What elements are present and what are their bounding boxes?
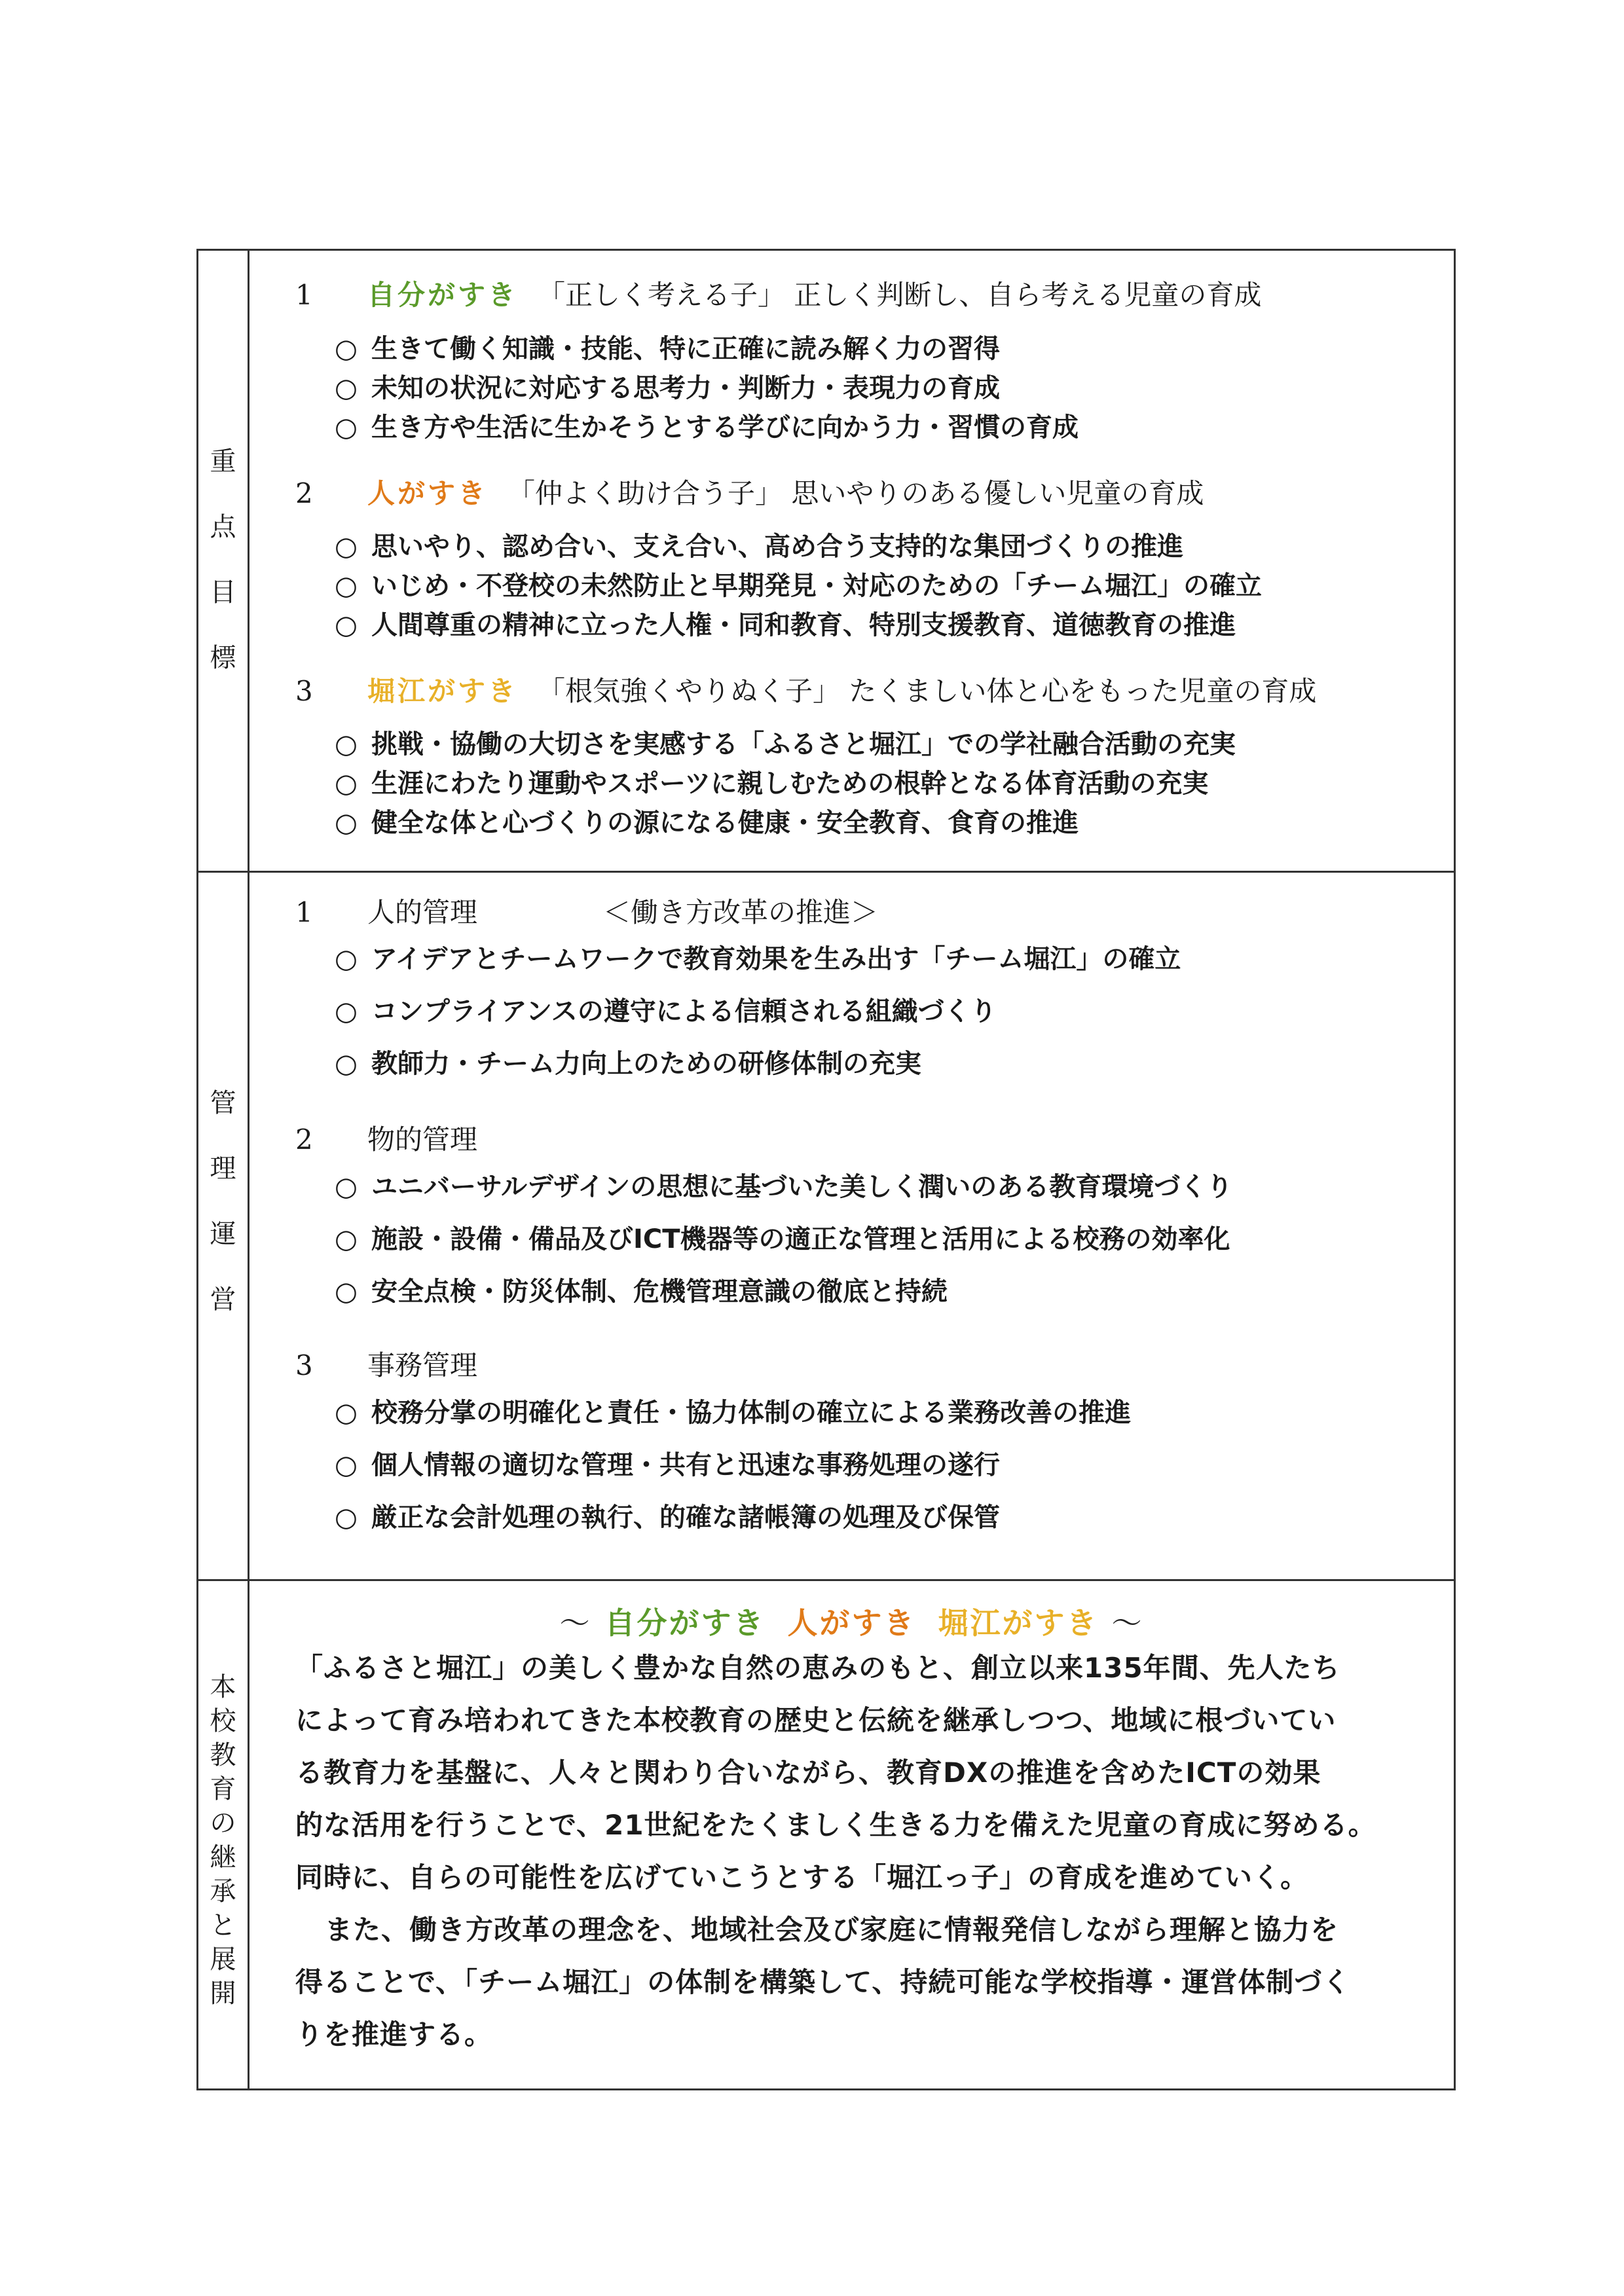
goal-heading-3	[295, 670, 1316, 709]
management-bullet: ○ 厳正な会計処理の執行、的確な諸帳簿の処理及び保管	[335, 1503, 1000, 1533]
management-bullet: ○ アイデアとチームワークで教育効果を生み出す「チーム堀江」の確立	[335, 944, 1181, 974]
management-bullet: ○ 施設・設備・備品及びICT機器等の適正な管理と活用による校務の効率化	[335, 1224, 1230, 1254]
label-char: 管	[210, 1088, 236, 1118]
management-number: 2	[295, 1123, 313, 1156]
policy-table	[196, 249, 1456, 2090]
label-char: の	[210, 1808, 236, 1838]
management-bullet: ○ 個人情報の適切な管理・共有と迅速な事務処理の遂行	[335, 1450, 1000, 1480]
management-number: 1	[295, 896, 313, 928]
label-char: 重	[210, 446, 236, 477]
goal-bullet: ○ 生涯にわたり運動やスポーツに親しむための根幹となる体育活動の充実	[335, 769, 1209, 799]
tilde: ～	[559, 1605, 592, 1641]
goal-motto: 自分がすき	[367, 279, 519, 311]
management-title: 物的管理	[367, 1123, 478, 1156]
management-bullet: ○ ユニバーサルデザインの思想に基づいた美しく潤いのある教育環境づくり	[335, 1172, 1233, 1202]
goal-bullet: ○ いじめ・不登校の未然防止と早期発見・対応のための「チーム堀江」の確立	[335, 571, 1262, 601]
succession-label	[198, 1581, 249, 2090]
label-char: 承	[210, 1876, 236, 1906]
goal-description: 「正しく考える子」 正しく判断し、自ら考える児童の育成	[538, 279, 1262, 311]
label-char: と	[210, 1910, 236, 1941]
goal-bullet: ○ 健全な体と心づくりの源になる健康・安全教育、食育の推進	[335, 808, 1079, 838]
label-char: 標	[210, 643, 236, 673]
paragraph-line: また、働き方改革の理念を、地域社会及び家庭に情報発信しながら理解と協力を	[325, 1914, 1339, 1946]
label-char: 目	[210, 577, 236, 608]
paragraph-line: る教育力を基盤に、人々と関わり合いながら、教育DXの推進を含めたICTの効果	[295, 1757, 1321, 1789]
management-bullet: ○ 教師力・チーム力向上のための研修体制の充実	[335, 1049, 921, 1079]
goal-motto: 堀江がすき	[367, 675, 519, 707]
goal-bullet: ○ 未知の状況に対応する思考力・判断力・表現力の育成	[335, 373, 1000, 403]
goal-number: 2	[295, 477, 313, 509]
management-bullet: ○ コンプライアンスの遵守による信頼される組織づくり	[335, 996, 997, 1027]
label-char: 教	[210, 1740, 236, 1770]
priority-goals-label	[198, 251, 249, 871]
label-char: 本	[210, 1672, 236, 1702]
goal-bullet: ○ 生きて働く知識・技能、特に正確に読み解く力の習得	[335, 334, 1000, 364]
management-bullet: ○ 安全点検・防災体制、危機管理意識の徹底と持続	[335, 1277, 948, 1307]
goal-number: 1	[295, 279, 313, 311]
label-char: 開	[210, 1978, 236, 2009]
goal-heading-1	[295, 274, 1261, 313]
motto-horie: 堀江がすき	[938, 1605, 1099, 1641]
paragraph-line: 同時に、自らの可能性を広げていこうとする「堀江っ子」の育成を進めていく。	[295, 1861, 1309, 1893]
label-char: 営	[210, 1285, 236, 1315]
goal-motto: 人がすき	[367, 477, 489, 509]
label-char: 理	[210, 1154, 236, 1184]
priority-goals-section	[198, 251, 1454, 873]
goal-bullet: ○ 思いやり、認め合い、支え合い、高め合う支持的な集団づくりの推進	[335, 532, 1183, 562]
motto-people: 人がすき	[787, 1605, 916, 1641]
tilde: ～	[1111, 1605, 1144, 1641]
motto-self: 自分がすき	[604, 1605, 766, 1641]
label-char: 展	[210, 1944, 236, 1975]
goal-bullet: ○ 挑戦・協働の大切さを実感する「ふるさと堀江」での学社融合活動の充実	[335, 729, 1236, 759]
paragraph-line: 的な活用を行うことで、21世紀をたくましく生きる力を備えた児童の育成に努める。	[295, 1809, 1376, 1841]
management-heading-2	[295, 1118, 477, 1157]
paragraph-line: 得ることで、「チーム堀江」の体制を構築して、持続可能な学校指導・運営体制づく	[295, 1966, 1351, 1998]
management-title: 人的管理	[367, 896, 478, 928]
goal-bullet: ○ 生き方や生活に生かそうとする学びに向かう力・習慣の育成	[335, 412, 1079, 443]
management-number: 3	[295, 1349, 313, 1381]
management-heading-1	[295, 891, 878, 930]
management-label	[198, 873, 249, 1579]
label-char: 育	[210, 1774, 236, 1804]
label-char: 継	[210, 1842, 236, 1872]
goal-description: 「仲よく助け合う子」 思いやりのある優しい児童の育成	[507, 477, 1204, 509]
goal-bullet: ○ 人間尊重の精神に立った人権・同和教育、特別支援教育、道徳教育の推進	[335, 610, 1236, 640]
label-char: 点	[210, 512, 236, 542]
goal-heading-2	[295, 472, 1204, 511]
label-char: 運	[210, 1219, 236, 1249]
management-section	[198, 873, 1454, 1581]
goal-number: 3	[295, 675, 313, 707]
paragraph-line: 「ふるさと堀江」の美しく豊かな自然の恵みのもと、創立以来135年間、先人たち	[295, 1652, 1340, 1684]
management-bullet: ○ 校務分掌の明確化と責任・協力体制の確立による業務改善の推進	[335, 1398, 1131, 1428]
school-motto-line	[249, 1599, 1454, 1643]
management-title: 事務管理	[367, 1349, 478, 1381]
paragraph-line: りを推進する。	[295, 2018, 493, 2050]
management-heading-3	[295, 1344, 477, 1383]
management-subtitle: ＜働き方改革の推進＞	[603, 896, 879, 928]
goal-description: 「根気強くやりぬく子」 たくましい体と心をもった児童の育成	[538, 675, 1317, 707]
label-char: 校	[210, 1706, 236, 1736]
succession-section	[198, 1581, 1454, 2090]
paragraph-line: によって育み培われてきた本校教育の歴史と伝統を継承しつつ、地域に根づいてい	[295, 1704, 1337, 1736]
